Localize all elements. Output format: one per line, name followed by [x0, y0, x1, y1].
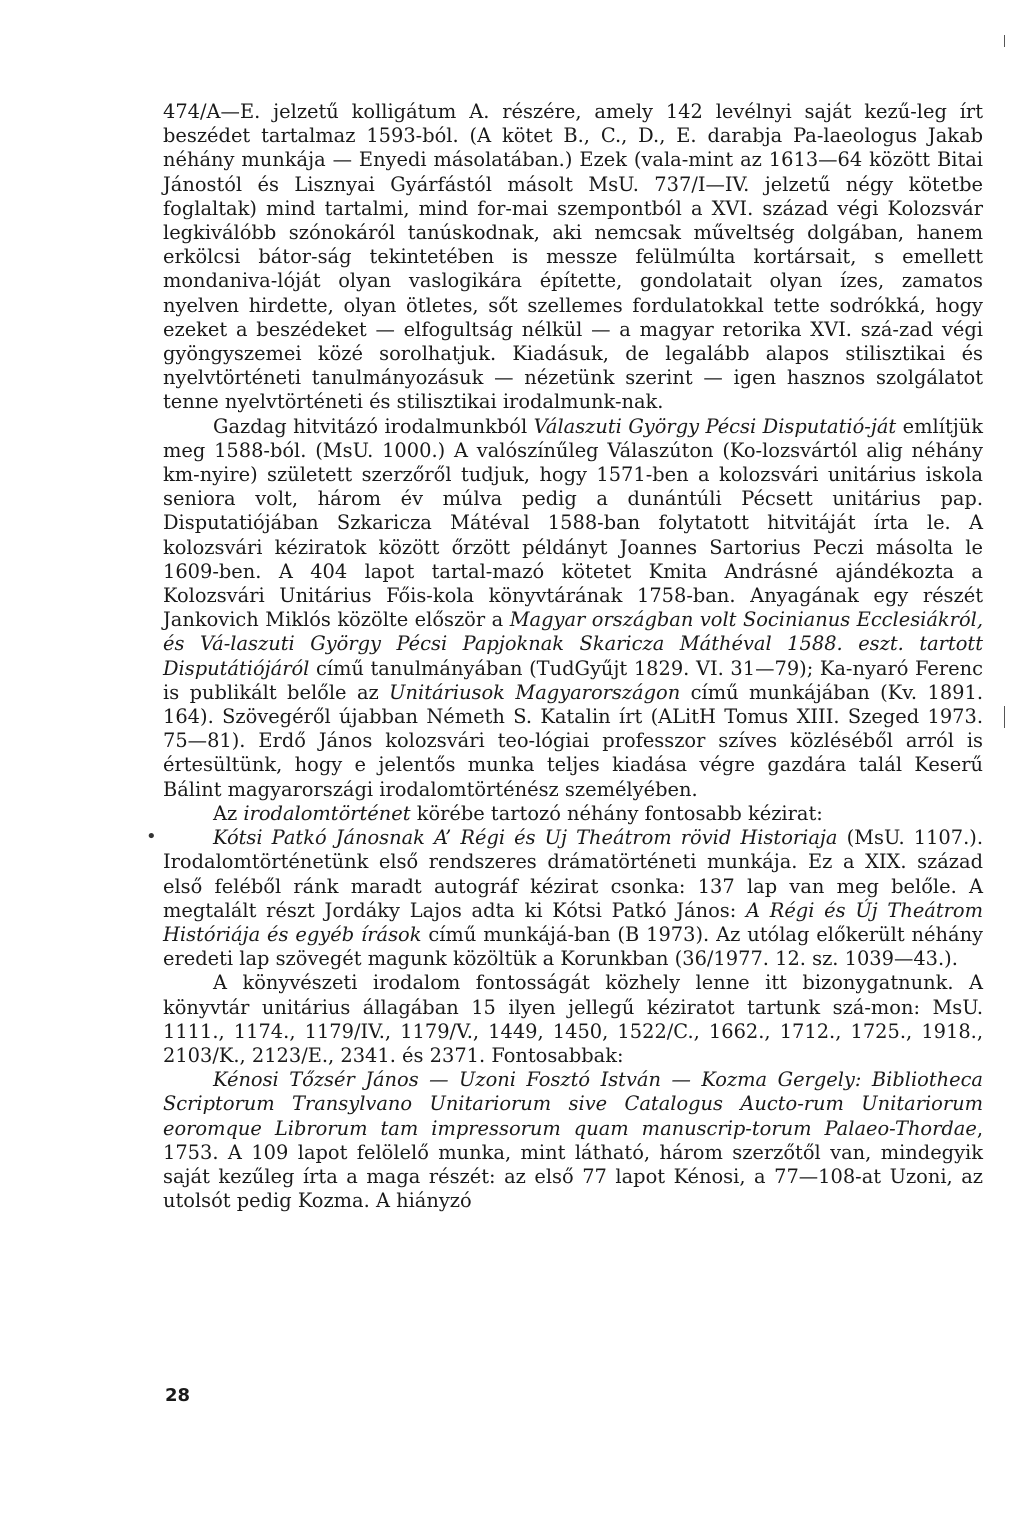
- scan-edge-mark: [1004, 35, 1005, 47]
- scan-edge-mark: [1004, 706, 1005, 728]
- paragraph-4: [163, 826, 983, 971]
- body-text: című tanulmányában (TudGyűjt 1829. VI. 31—79); Ka-nyaró Ferenc is publikált belőle az: [163, 656, 983, 704]
- body-text: Gazdag hitvitázó irodalmunkból: [213, 414, 534, 438]
- paragraph-5: [163, 971, 983, 1068]
- italic-title-text: Kénosi Tőzsér János — Uzoni Fosztó István — Kozma Gergely: Bibliotheca Scriptorum Transylvano Unitariorum sive Catalogus Aucto-rum Unitariorum eoromque Librorum tam impressorum quam manuscrip-torum Palaeo-Thordae: [163, 1068, 983, 1140]
- body-text: , 1753. A 109 lapot felölelő munka, mint látható, három szerzőtől van, mindegyik saját kezűleg írta a maga részét: az első 77 lapot Kénosi, a 77—108-at Uzoni, az utolsót pedig Kozma. A hiányzó: [163, 1116, 983, 1213]
- body-text: című munkájában (Kv. 1891. 164). Szövegéről újabban Németh S. Katalin írt (ALitH Tomus XIII. Szeged 1973. 75—81). Erdő János kolozsvári teo-lógiai professzor szíves közléséből arról is értesültünk, hogy e jelentős munka teljes kiadása végre gazdára talál Keserű Bálint magyarországi irodalomtörténész személyében.: [163, 680, 984, 801]
- body-text: körébe tartozó néhány fontosabb kézirat:: [410, 801, 823, 825]
- italic-title-text: Magyar országban volt Socinianus Ecclesiákról, és Vá-laszuti György Pécsi Papjoknak Skaricza Máthéval 1588. eszt. tartott Disputátiójáról: [163, 608, 983, 680]
- paragraph-2: [163, 415, 983, 802]
- italic-title-text: Kótsi Patkó Jánosnak A’ Régi és Uj Theátrom rövid Historiaja: [213, 826, 838, 850]
- italic-title-text: Válaszuti György Pécsi Disputatió-: [533, 414, 871, 438]
- body-text: említjük meg 1588-ból. (MsU. 1000.) A valószínűleg Válaszúton (Ko-lozsvártól alig néhány km-nyire) született szerzőről tudjuk, hogy 1571-ben a kolozsvári unitárius iskola seniora volt, három év múlva pedig a dunántúli Pécsett unitárius pap. Disputatiójában Szkaricza Mátéval 1588-ban folytatott hitvitáját írta le. A kolozsvári kéziratok között őrzött példányt Joannes Sartorius Peczi másolta le 1609-ben. A 404 lapot tartal-mazó kötetet Kmita Andrásné ajándékozta a Kolozsvári Unitárius Főis-kola könyvtárának 1758-ban. Anyagának egy részét Jankovich Miklós közölte először a: [163, 414, 983, 632]
- paragraph-6: [163, 1068, 983, 1213]
- italic-title-text: ját: [870, 414, 897, 438]
- italic-title-text: A Régi és Új Theátrom Históriája és egyéb írások: [163, 898, 983, 946]
- margin-bullet: •: [146, 826, 157, 847]
- italic-title-text: irodalomtörténet: [243, 801, 411, 825]
- body-text: Az: [213, 801, 244, 825]
- page-number: 28: [165, 1385, 191, 1406]
- body-text: 474/A—E. jelzetű kolligátum A. részére, amely 142 levélnyi saját kezű-leg írt beszédet tartalmaz 1593-ból. (A kötet B., C., D., E. darabja Pa-laeologus Jakab néhány munkája — Enyedi másolatában.) Ezek (vala-mint az 1613—64 között Bitai Jánostól és Lisznyai Gyárfástól másolt MsU. 737/I—IV. jelzetű négy kötetbe foglaltak) mind tartalmi, mind for-mai szempontból a XVI. század végi Kolozsvár legkiválóbb szónokáról tanúskodnak, aki nemcsak műveltség dolgában, hanem erkölcsi bátor-ság tekintetében is messze felülmúlta kortársait, s emellett mondaniva-lóját olyan vaslogikára építette, gondolatait olyan ízes, zamatos nyelven hirdette, olyan ötletes, sőt szellemes fordulatokkal tette sodrókká, hogy ezeket a beszédeket — elfogultság nélkül — a magyar retorika XVI. szá-zad végi gyöngyszemei közé sorolhatjuk. Kiadásuk, de legalább alapos stilisztikai és nyelvtörténeti tanulmányozásuk — nézetünk szerint — igen hasznos szolgálatot tenne nyelvtörténeti és stilisztikai irodalmunk-nak.: [163, 100, 983, 414]
- body-text: A könyvészeti irodalom fontosságát közhely lenne itt bizonygatnunk. A könyvtár unitárius állagában 15 ilyen jellegű kéziratot tartunk szá-mon: MsU. 1111., 1174., 1179/IV., 1179/V., 1449, 1450, 1522/C., 1662., 1712., 1725., 1918., 2103/K., 2123/E., 2341. és 2371. Fontosabbak:: [163, 971, 983, 1067]
- page-body: [163, 100, 983, 1213]
- paragraph-1: [163, 100, 983, 415]
- body-text: (MsU. 1107.). Irodalomtörténetünk első rendszeres drámatörténeti munkája. Ez a XIX. század első feléből ránk maradt autográf kézirat csonka: 137 lap van meg belőle. A megtalált részt Jordáky Lajos adta ki Kótsi Patkó János:: [163, 826, 983, 922]
- italic-title-text: Unitáriusok Magyarországon: [389, 680, 681, 704]
- paragraph-3: [163, 802, 983, 826]
- body-text: című munkájá-ban (B 1973). Az utólag előkerült néhány eredeti lap szövegét magunk közöltük a Korunkban (36/1977. 12. sz. 1039—43.).: [163, 922, 984, 971]
